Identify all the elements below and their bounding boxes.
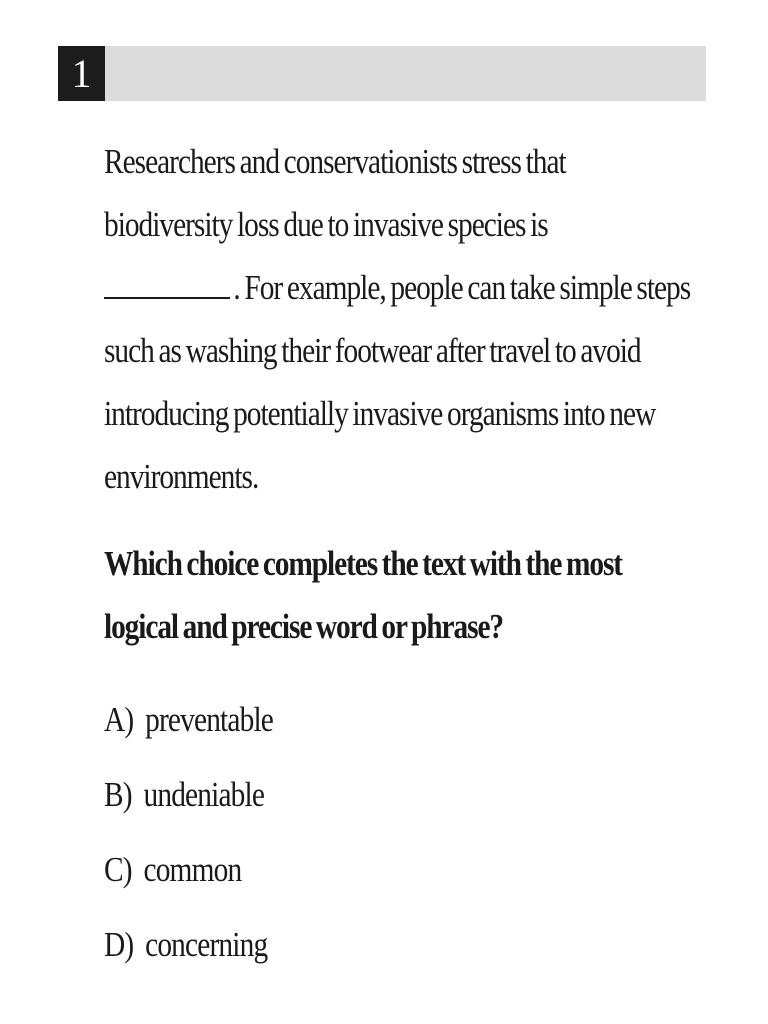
choice-text: undeniable [143,775,265,814]
choice-a[interactable] [104,690,273,765]
question-passage [104,130,692,508]
passage-after-blank: . For example, people can take simple steps such as washing their footwear after travel to avoid introducing potentially invasive organisms into new environments. [104,268,691,496]
question-prompt: Which choice completes the text with the most logical and precise word or phrase? [104,544,623,646]
choice-text: preventable [145,700,273,739]
choice-text: concerning [145,925,268,964]
answer-blank [104,261,230,299]
question-header-bar [58,46,706,101]
choice-d[interactable] [104,915,273,990]
choice-letter: A) [104,700,134,739]
answer-choices [104,690,273,990]
choice-letter: B) [104,775,132,814]
choice-text: common [143,850,242,889]
choice-letter: D) [104,925,134,964]
choice-c[interactable] [104,840,273,915]
choice-b[interactable] [104,765,273,840]
passage-before-blank: Researchers and conservationists stress that biodiversity loss due to invasive species is [104,142,566,244]
question-number-badge: 1 [58,46,105,101]
choice-letter: C) [104,850,132,889]
